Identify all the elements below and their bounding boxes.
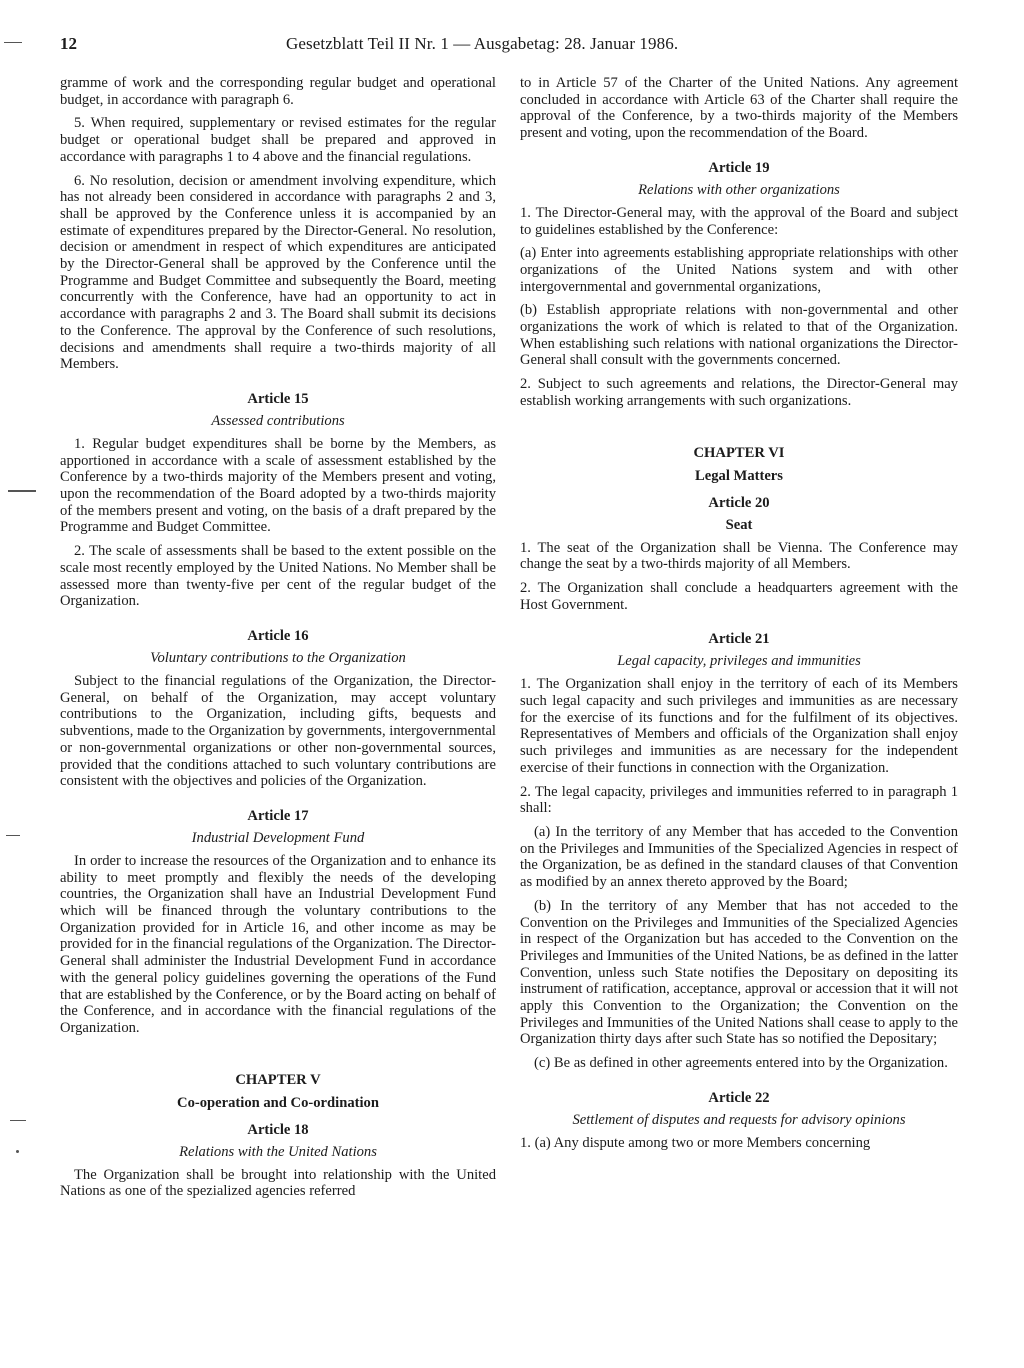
paragraph-continued: gramme of work and the corresponding regular budget and operational budget, in accordance with paragraph 6. — [60, 75, 496, 108]
article-15-subtitle: Assessed contributions — [211, 412, 345, 429]
article-19-item-a: (a) Enter into agreements establishing appropriate relationships with other organizations of the United Nations system and with other intergovernmental and governmental organizations, — [520, 245, 958, 295]
chapter-5-subtitle: Co-operation and Co-ordination — [177, 1094, 379, 1111]
article-21-paragraph-1: 1. The Organization shall enjoy in the territory of each of its Members such legal capacity and such privileges and immunities as are necessary for the exercise of its functions and for the fulfilment of its objectives. Representatives of Members and officials of the Organization shall enjoy such privileges and immunities as are necessary for the independent exercise of their functions in connection with the Organization. — [520, 676, 958, 776]
paragraph-5: 5. When required, supplementary or revised estimates for the regular budget or operational budget shall be prepared and approved in accordance with paragraphs 1 to 4 above and the financial regulations. — [60, 115, 496, 165]
article-22-paragraph-1: 1. (a) Any dispute among two or more Members concerning — [520, 1134, 871, 1151]
article-15-paragraph-2: 2. The scale of assessments shall be based to the extent possible on the scale most recently employed by the United Nations. No Member shall be assessed more than twenty-five per cent of the regular budget of the Organization. — [60, 543, 496, 610]
article-16-title: Article 16 — [247, 627, 309, 644]
right-column — [520, 75, 958, 1159]
article-21-subtitle: Legal capacity, privileges and immunities — [617, 653, 861, 670]
gazette-title: Gesetzblatt Teil II Nr. 1 — Ausgabetag: 28. Januar 1986. — [286, 34, 679, 53]
article-15-title: Article 15 — [247, 390, 309, 407]
scan-mark — [4, 42, 22, 43]
article-21-item-c: (c) Be as defined in other agreements entered into by the Organization. — [534, 1055, 948, 1072]
article-19-subtitle: Relations with other organizations — [638, 181, 840, 198]
article-19-paragraph-1: 1. The Director-General may, with the approval of the Board and subject to guidelines established by the Conference: — [520, 204, 958, 238]
article-19-title: Article 19 — [708, 159, 770, 176]
article-15-paragraph-1: 1. Regular budget expenditures shall be borne by the Members, as apportioned in accordance with a scale of assessment established by the Conference by a two-thirds majority of the Members present and voting, upon the recommendation of the Board adopted by a two-thirds majority of the members present and voting, on the basis of a draft prepared by the Programme and Budget Committee. — [60, 435, 496, 536]
scan-mark — [6, 835, 20, 836]
page-number: 12 — [60, 34, 77, 53]
article-22-subtitle: Settlement of disputes and requests for advisory opinions — [572, 1111, 906, 1128]
scan-mark — [10, 1120, 26, 1121]
page-header — [60, 34, 960, 56]
article-20-title: Article 20 — [708, 494, 770, 511]
article-17-title: Article 17 — [247, 807, 309, 824]
chapter-6-title: CHAPTER VI — [693, 444, 785, 461]
chapter-5-title: CHAPTER V — [235, 1071, 321, 1088]
article-18-paragraph: The Organization shall be brought into relationship with the United Nations as one of the spezialized agencies referred — [60, 1166, 496, 1200]
article-20-paragraph-2: 2. The Organization shall conclude a headquarters agreement with the Host Government. — [520, 579, 958, 613]
article-17-paragraph: In order to increase the resources of the Organization and to enhance its ability to meet promptly and flexibly the needs of the developing countries, the Organization shall have an Industrial Development Fund which will be financed through the voluntary contributions to the Organization provided for in Article 16, and other income as may be provided for in the financial regulations of the Organization. The Director-General shall administer the Industrial Development Fund in accordance with the general policy guidelines governing the operations of the Fund that are established by the Conference, or by the Board acting on behalf of the Conference, and in accordance with the financial regulations of the Organization. — [60, 852, 496, 1036]
article-18-title: Article 18 — [247, 1121, 309, 1138]
article-21-title: Article 21 — [708, 631, 770, 648]
article-16-subtitle: Voluntary contributions to the Organization — [150, 649, 406, 666]
article-18-subtitle: Relations with the United Nations — [179, 1143, 377, 1160]
article-22-title: Article 22 — [708, 1089, 770, 1106]
article-20-paragraph-1: 1. The seat of the Organization shall be Vienna. The Conference may change the seat by a two-thirds majority of all Members. — [520, 539, 958, 573]
article-19-paragraph-2: 2. Subject to such agreements and relations, the Director-General may establish working arrangements with such organizations. — [520, 376, 958, 409]
scan-mark — [16, 1150, 19, 1153]
article-21-item-a: (a) In the territory of any Member that has acceded to the Convention on the Privileges and Immunities of the Specialized Agencies in respect of the Organization, be as defined in the standard clauses of that Convention as modified by an annex thereto approved by the Board; — [520, 823, 958, 891]
scan-mark — [8, 490, 36, 492]
paragraph-continued: to in Article 57 of the Charter of the United Nations. Any agreement concluded in accordance with Article 63 of the Charter shall require the approval of the Conference, by a two-thirds majority of the Members present and voting, upon the recommendation of the Board. — [520, 75, 958, 142]
article-21-item-b: (b) In the territory of any Member that has not acceded to the Convention on the Privileges and Immunities of the Specialized Agencies in respect of the Organization but has acceded to the Convention on the Privileges and Immunities of the United Nations, be as defined in the latter Convention, unless such State notifies the Depositary on depositing its instrument of ratification, acceptance, approval or accession that it will not apply this Convention to the Organization; the Convention on the Privileges and Immunities of the United Nations shall cease to apply to the Organization thirty days after such State has so notified the Depositary; — [520, 897, 958, 1048]
article-17-subtitle: Industrial Development Fund — [191, 829, 365, 846]
left-column — [60, 75, 496, 1207]
paragraph-6: 6. No resolution, decision or amendment involving expenditure, which has not already been considered in accordance with paragraphs 2 and 3, shall be approved by the Conference unless it is accompanied by an estimate of expenditures prepared by the Director-General. No resolution, decision or amendment in respect of which expenditures are anticipated by the Director-General shall be approved by the Conference until the Programme and Budget Committee and subsequently the Board, meeting concurrently with the Conference, have had an opportunity to act in accordance with paragraphs 2 and 3. The Board shall submit its decisions to the Conference. The approval by the Conference of such resolutions, decisions and amendments shall require a two-thirds majority of all Members. — [60, 172, 496, 373]
article-19-item-b: (b) Establish appropriate relations with non-governmental and other organizations the work of which is related to that of the Organization. When establishing such relations with national organizations the Director-General shall consult with the governments concerned. — [520, 302, 958, 369]
article-16-paragraph: Subject to the financial regulations of the Organization, the Director-General, on behalf of the Organization, may accept voluntary contributions to the Organization, including gifts, bequests and subventions, made to the Organization by governments, intergovernmental or non-governmental organizations or other non-governmental sources, provided that the conditions attached to such voluntary contributions are consistent with the objectives and policies of the Organization. — [60, 672, 496, 790]
article-21-paragraph-2: 2. The legal capacity, privileges and immunities referred to in paragraph 1 shall: — [520, 783, 958, 817]
article-20-subtitle: Seat — [725, 516, 753, 533]
chapter-6-subtitle: Legal Matters — [695, 467, 783, 484]
